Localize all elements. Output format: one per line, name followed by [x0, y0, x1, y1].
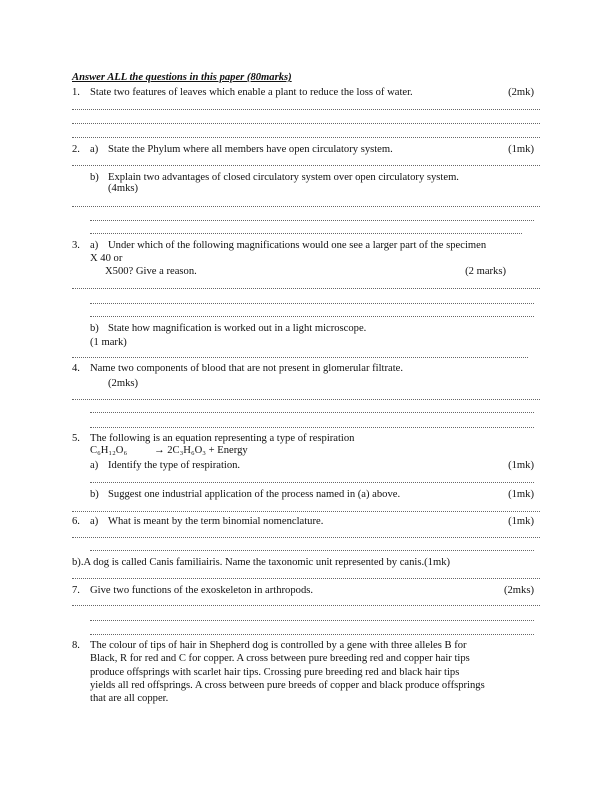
answer-line[interactable]: [72, 137, 540, 138]
answer-line[interactable]: [72, 206, 540, 207]
answer-line[interactable]: [72, 288, 540, 289]
answer-line[interactable]: [72, 511, 540, 512]
answer-line[interactable]: [72, 399, 540, 400]
q5b-text: Suggest one industrial application of the process named in (a) above.: [108, 489, 401, 500]
answer-line[interactable]: [90, 412, 534, 413]
answer-line[interactable]: [90, 303, 534, 304]
q5a-marks: (1mk): [508, 460, 534, 471]
answer-line[interactable]: [72, 537, 540, 538]
q3a-label: a): [90, 240, 99, 251]
q3-number: 3.: [72, 240, 80, 251]
q8-text-line: The colour of tips of hair in Shepherd dog is controlled by a gene with three alleles B for: [90, 640, 467, 651]
answer-line[interactable]: [72, 165, 540, 166]
answer-line[interactable]: [72, 109, 540, 110]
q3a-line3: X500? Give a reason.: [105, 266, 197, 277]
answer-line[interactable]: [72, 357, 528, 358]
q5b-marks: (1mk): [508, 489, 534, 500]
q8-text-line: yields all red offsprings. A cross between pure breeds of copper and black produce offsprings: [90, 680, 485, 691]
answer-line[interactable]: [90, 233, 522, 234]
q1-number: 1.: [72, 87, 80, 98]
q4-number: 4.: [72, 363, 80, 374]
answer-line[interactable]: [90, 550, 534, 551]
q3b-marks: (1 mark): [90, 337, 127, 348]
q5a-text: Identify the type of respiration.: [108, 460, 241, 471]
q5-number: 5.: [72, 433, 80, 444]
q2a-marks: (1mk): [508, 144, 534, 155]
q2a-label: a): [90, 144, 99, 155]
answer-line[interactable]: [90, 620, 534, 621]
q3b-label: b): [90, 323, 99, 334]
q4-text: Name two components of blood that are not present in glomerular filtrate.: [90, 363, 404, 374]
q7-marks: (2mks): [503, 585, 534, 596]
q8-text-line: that are all copper.: [90, 693, 169, 704]
q5a-label: a): [90, 460, 99, 471]
q5-text: The following is an equation representing a type of respiration: [90, 433, 355, 444]
q2b-text: Explain two advantages of closed circulatory system over open circulatory system.: [108, 172, 459, 183]
answer-line[interactable]: [72, 123, 540, 124]
equation-products: → 2C₃H₆O₃ + Energy: [154, 445, 248, 456]
equation-reactant: C₆H₁₂O₆: [90, 445, 128, 456]
q3a-marks: (2 marks): [465, 266, 506, 277]
q3b-text: State how magnification is worked out in a light microscope.: [108, 323, 367, 334]
q2b-marks: (4mks): [108, 183, 139, 194]
q1-text: State two features of leaves which enable a plant to reduce the loss of water.: [90, 87, 413, 98]
answer-line[interactable]: [72, 605, 540, 606]
q6a-text: What is meant by the term binomial nomenclature.: [108, 516, 324, 527]
answer-line[interactable]: [90, 427, 534, 428]
q2-number: 2.: [72, 144, 80, 155]
answer-line[interactable]: [72, 578, 540, 579]
instructions-heading: Answer ALL the questions in this paper (80marks): [72, 72, 292, 83]
q8-text-line: Black, R for red and C for copper. A cross between pure breeding red and copper hair tips: [90, 653, 470, 664]
q6a-marks: (1mk): [508, 516, 534, 527]
q8-text-line: produce offsprings with scarlet hair tips. Crossing pure breeding red and black hair tips: [90, 667, 460, 678]
q6a-label: a): [90, 516, 99, 527]
q7-number: 7.: [72, 585, 80, 596]
q1-marks: (2mk): [508, 87, 534, 98]
q3a-text: Under which of the following magnifications would one see a larger part of the specimen: [108, 240, 487, 251]
q2a-text: State the Phylum where all members have open circulatory system.: [108, 144, 393, 155]
q8-number: 8.: [72, 640, 80, 651]
answer-line[interactable]: [90, 220, 534, 221]
q5b-label: b): [90, 489, 99, 500]
answer-line[interactable]: [90, 316, 534, 317]
q7-text: Give two functions of the exoskeleton in arthropods.: [90, 585, 314, 596]
answer-line[interactable]: [90, 482, 534, 483]
q3a-line2: X 40 or: [90, 253, 123, 264]
q6b-text: b).A dog is called Canis familiairis. Name the taxonomic unit represented by canis.(1mk): [72, 557, 451, 568]
q4-marks: (2mks): [108, 378, 139, 389]
q6-number: 6.: [72, 516, 80, 527]
q2b-label: b): [90, 172, 99, 183]
answer-line[interactable]: [90, 634, 534, 635]
